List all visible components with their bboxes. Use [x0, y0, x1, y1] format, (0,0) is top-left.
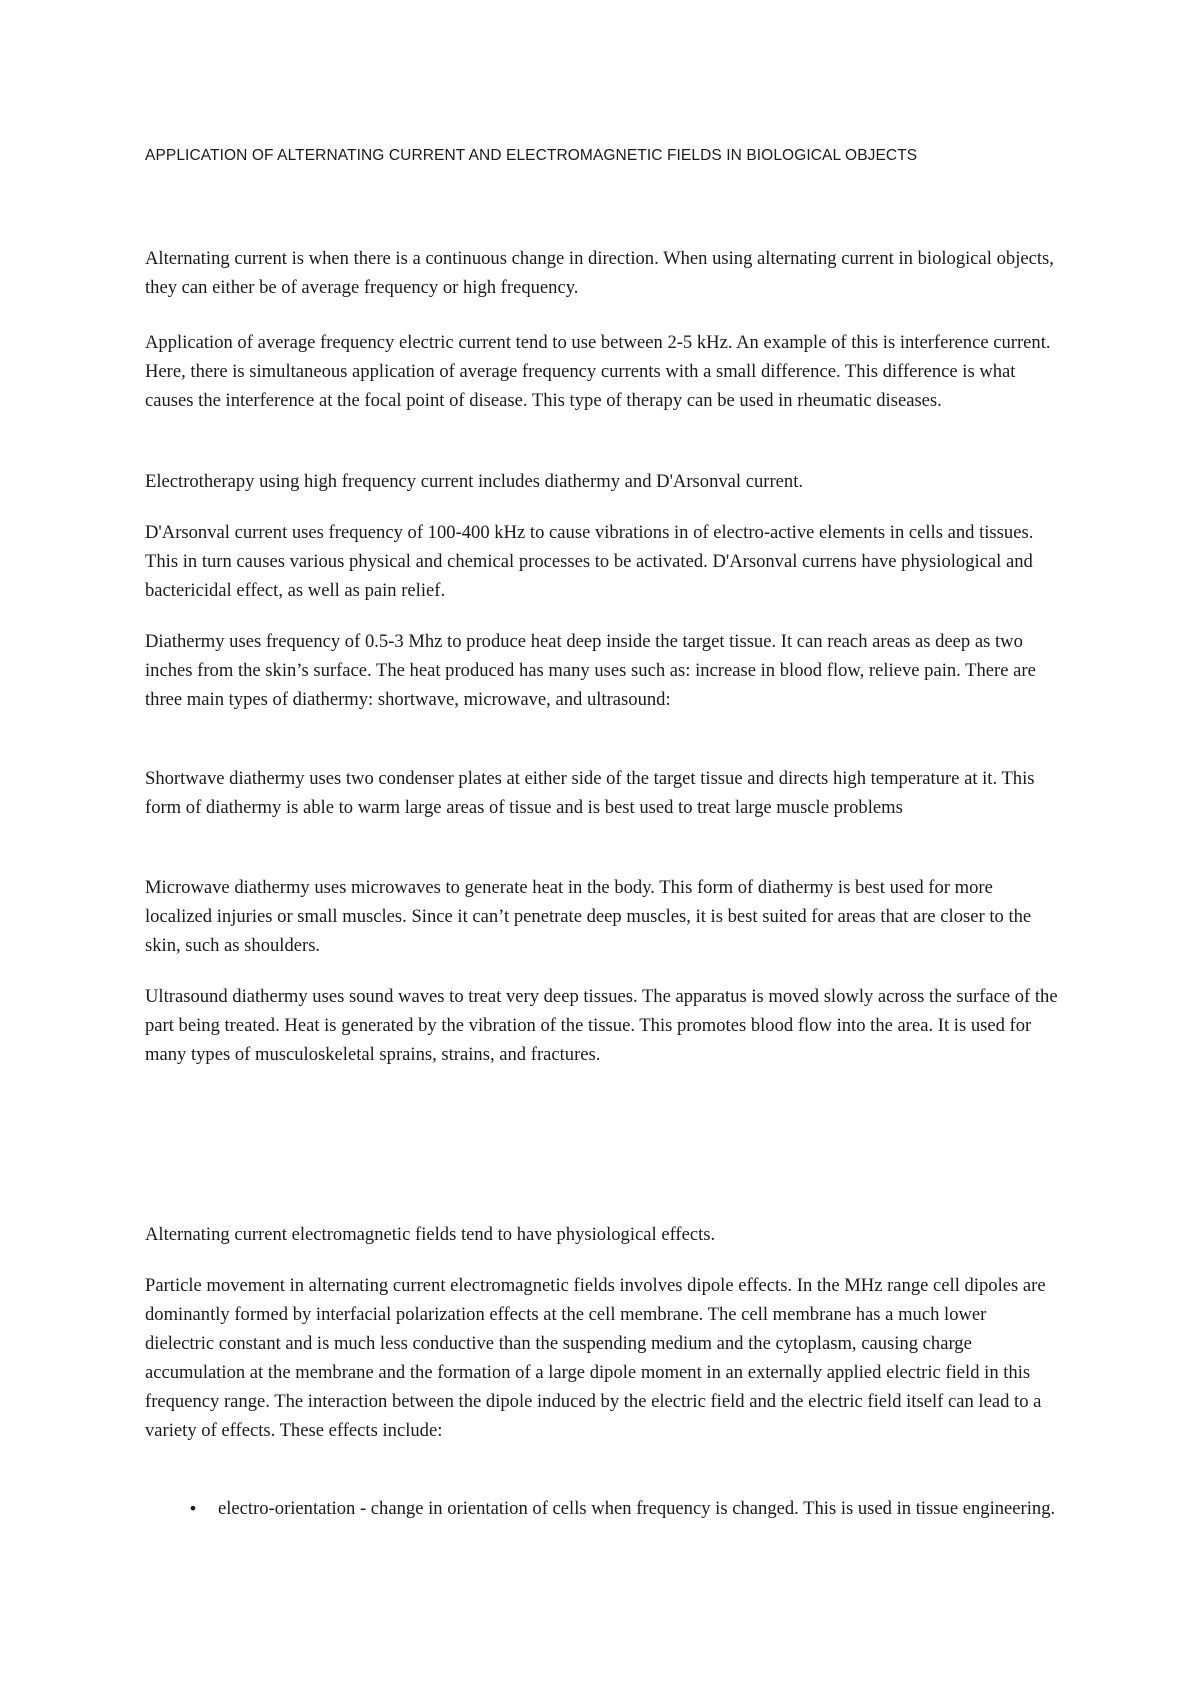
- paragraph-alternating-current-intro: Alternating current is when there is a continuous change in direction. When using alternating current in biological objects, they can either be of average frequency or high frequency.: [145, 248, 1054, 298]
- paragraph-ultrasound-diathermy: Ultrasound diathermy uses sound waves to treat very deep tissues. The apparatus is moved slowly across the surface of the part being treated. Heat is generated by the vibration of the tissue. This promotes blood flow into the area. It is used for many types of musculoskeletal sprains, strains, and fractures.: [145, 986, 1058, 1065]
- bullet-item-text: electro-orientation - change in orientation of cells when frequency is changed. This is used in tissue engineering.: [218, 1498, 1056, 1519]
- bullet-list-item: [145, 1494, 1060, 1523]
- paragraph-shortwave-diathermy: Shortwave diathermy uses two condenser plates at either side of the target tissue and directs high temperature at it. This form of diathermy is able to warm large areas of tissue and is best used to treat large muscle problems: [145, 768, 1035, 818]
- paragraph-particle-movement: Particle movement in alternating current electromagnetic fields involves dipole effects. In the MHz range cell dipoles are dominantly formed by interfacial polarization effects at the cell membrane. The cell membrane has a much lower dielectric constant and is much less conductive than the suspending medium and the cytoplasm, causing charge accumulation at the membrane and the formation of a large dipole moment in an externally applied electric field in this frequency range. The interaction between the dipole induced by the electric field and the electric field itself can lead to a variety of effects. These effects include:: [145, 1275, 1046, 1441]
- paragraph-average-frequency: Application of average frequency electric current tend to use between 2-5 kHz. An example of this is interference current. Here, there is simultaneous application of average frequency currents with a small difference. This difference is what causes the interference at the focal point of disease. This type of therapy can be used in rheumatic diseases.: [145, 332, 1051, 411]
- paragraph-diathermy: Diathermy uses frequency of 0.5-3 Mhz to produce heat deep inside the target tissue. It can reach areas as deep as two inches from the skin’s surface. The heat produced has many uses such as: increase in blood flow, relieve pain. There are three main types of diathermy: shortwave, microwave, and ultrasound:: [145, 631, 1036, 710]
- paragraph-electrotherapy-high-frequency: Electrotherapy using high frequency current includes diathermy and D'Arsonval current.: [145, 471, 804, 492]
- paragraph-microwave-diathermy: Microwave diathermy uses microwaves to generate heat in the body. This form of diathermy is best used for more localized injuries or small muscles. Since it can’t penetrate deep muscles, it is best suited for areas that are closer to the skin, such as shoulders.: [145, 877, 1032, 956]
- document-title: APPLICATION OF ALTERNATING CURRENT AND ELECTROMAGNETIC FIELDS IN BIOLOGICAL OBJECTS: [145, 147, 918, 164]
- paragraph-em-fields-effects: Alternating current electromagnetic fields tend to have physiological effects.: [145, 1224, 716, 1245]
- bullet-dot-icon: •: [188, 1499, 198, 1518]
- paragraph-darsonval-current: D'Arsonval current uses frequency of 100-400 kHz to cause vibrations in of electro-active elements in cells and tissues. This in turn causes various physical and chemical processes to be activated. D'Arsonval currens have physiological and bactericidal effect, as well as pain relief.: [145, 522, 1034, 601]
